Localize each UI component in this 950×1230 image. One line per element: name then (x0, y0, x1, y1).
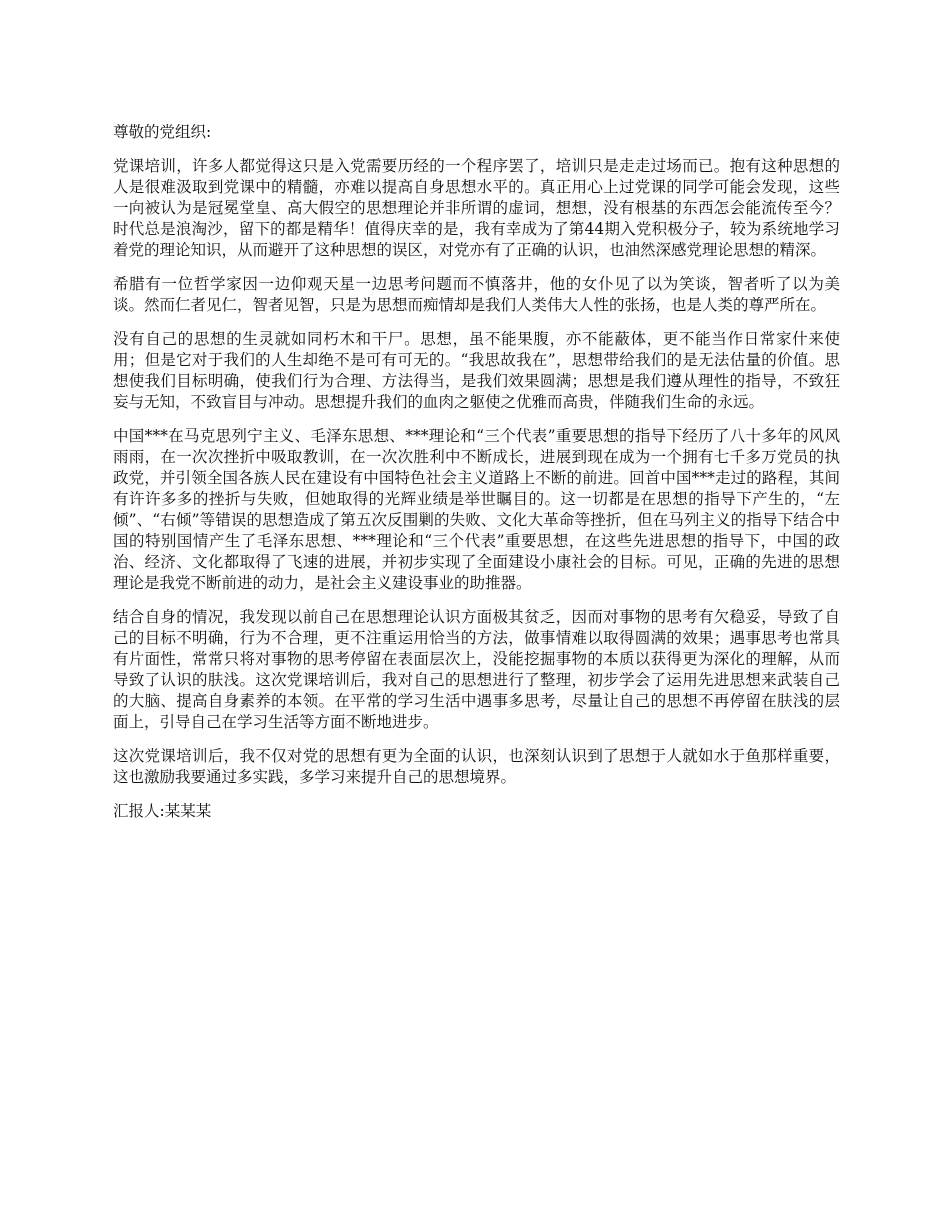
paragraph-4: 中国***在马克思列宁主义、毛泽东思想、***理论和“三个代表”重要思想的指导下经历了八十多年的风风雨雨，在一次次挫折中吸取教训，在一次次胜利中不断成长，进展到现在成为一个拥有七千多万党员的执政党，并引领全国各族人民在建设有中国特色社会主义道路上不断的前进。回首中国***走过的路程，其间有许许多多的挫折与失败，但她取得的光辉业绩是举世瞩目的。这一切都是在思想的指导下产生的，“左倾”、“右倾”等错误的思想造成了第五次反围剿的失败、文化大革命等挫折，但在马列主义的指导下结合中国的特别国情产生了毛泽东思想、***理论和“三个代表”重要思想，在这些先进思想的指导下，中国的政治、经济、文化都取得了飞速的进展，并初步实现了全面建设小康社会的目标。可见，正确的先进的思想理论是我党不断前进的动力，是社会主义建设事业的助推器。 (113, 427, 840, 592)
letter-body (113, 122, 840, 822)
paragraph-1: 党课培训，许多人都觉得这只是入党需要历经的一个程序罢了，培训只是走走过场而已。抱有这种思想的人是很难汲取到党课中的精髓，亦难以提高自身思想水平的。真正用心上过党课的同学可能会发现，这些一向被认为是冠冕堂皇、高大假空的思想理论并非所谓的虚词，想想，没有根基的东西怎会能流传至今？时代总是浪淘沙，留下的都是精华！值得庆幸的是，我有幸成为了第44期入党积极分子，较为系统地学习着党的理论知识，从而避开了这种思想的误区，对党亦有了正确的认识，也油然深感党理论思想的精深。 (113, 157, 840, 259)
paragraph-6: 这次党课培训后，我不仅对党的思想有更为全面的认识，也深刻认识到了思想于人就如水于鱼那样重要，这也激励我要通过多实践，多学习来提升自己的思想境界。 (113, 747, 840, 786)
salutation: 尊敬的党组织: (113, 123, 212, 141)
paragraph-5: 结合自身的情况，我发现以前自己在思想理论认识方面极其贫乏，因而对事物的思考有欠稳妥，导致了自己的目标不明确，行为不合理，更不注重运用恰当的方法，做事情难以取得圆满的效果；遇事思考也常具有片面性，常常只将对事物的思考停留在表面层次上，没能挖掘事物的本质以获得更为深化的理解，从而导致了认识的肤浅。这次党课培训后，我对自己的思想进行了整理，初步学会了运用先进思想来武装自己的大脑、提高自身素养的本领。在平常的学习生活中遇事多思考，尽量让自己的思想不再停留在肤浅的层面上，引导自己在学习生活等方面不断地进步。 (113, 608, 840, 731)
signature: 汇报人:某某某 (113, 802, 212, 820)
paragraph-2: 希腊有一位哲学家因一边仰观天星一边思考问题而不慎落井，他的女仆见了以为笑谈，智者听了以为美谈。然而仁者见仁，智者见智，只是为思想而痴情却是我们人类伟大人性的张扬，也是人类的尊严所在。 (113, 275, 840, 314)
paragraph-3: 没有自己的思想的生灵就如同朽木和干尸。思想，虽不能果腹，亦不能蔽体，更不能当作日常家什来使用；但是它对于我们的人生却绝不是可有可无的。“我思故我在”，思想带给我们的是无法估量的价值。思想使我们目标明确，使我们行为合理、方法得当，是我们效果圆满；思想是我们遵从理性的指导，不致狂妄与无知，不致盲目与冲动。思想提升我们的血肉之躯使之优雅而高贵，伴随我们生命的永远。 (113, 330, 840, 411)
